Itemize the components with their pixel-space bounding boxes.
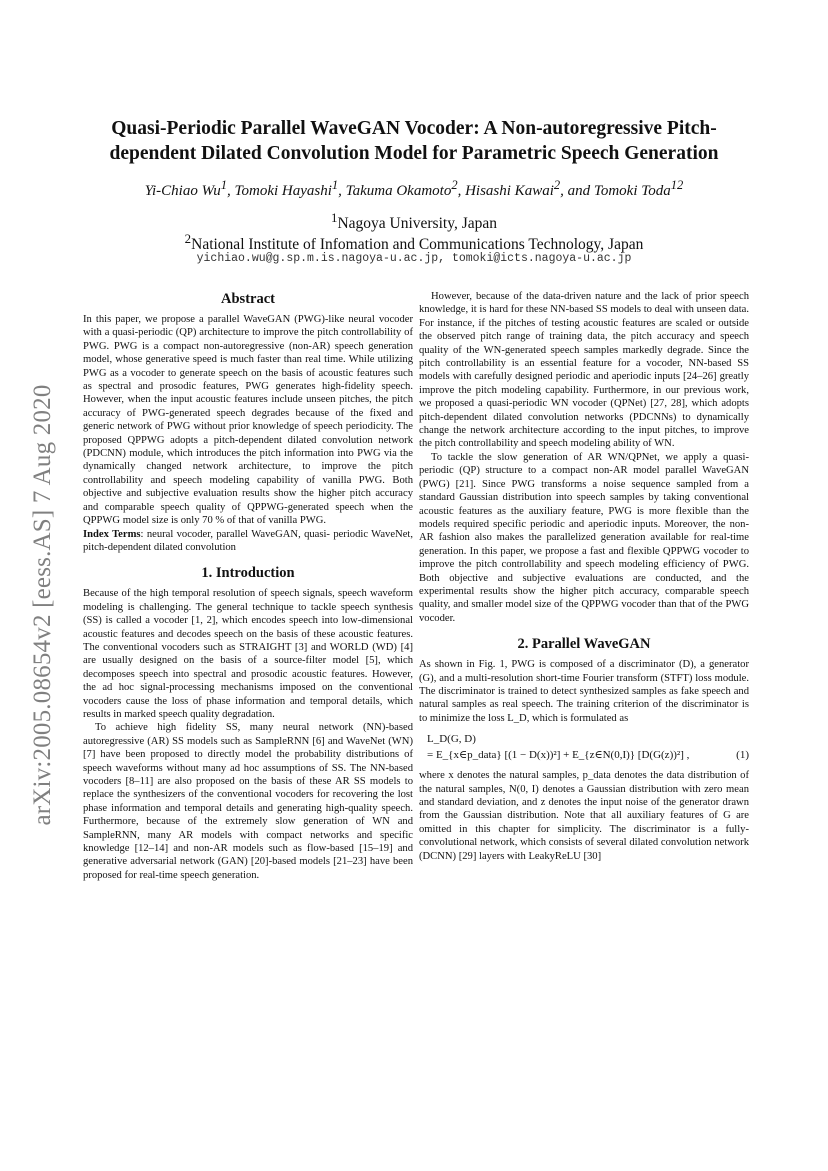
author-name: Hisashi Kawai: [465, 183, 554, 199]
author-name: Tomoki Hayashi: [234, 183, 332, 199]
author-separator: ,: [338, 183, 346, 199]
author-list: [80, 178, 748, 200]
author-affiliation-mark: 1: [331, 178, 339, 192]
pwg-paragraph-1: As shown in Fig. 1, PWG is composed of a discriminator (D), a generator (G), and a multi-resolution short-time Fourier transform (STFT) loss module. The discriminator is trained to detect synthesized samples as fake speech and natural samples as real speech. The training criterion of the discriminator is to minimize the loss L_D, which is formulated as: [419, 659, 749, 724]
author-affiliation-mark: 2: [451, 178, 458, 192]
equation-number: (1): [736, 749, 749, 762]
title-line-2: dependent Dilated Convolution Model for Parametric Speech Generation: [109, 143, 719, 164]
affiliation-1: [80, 210, 748, 233]
section-heading-introduction: 1. Introduction: [201, 565, 295, 582]
intro-paragraph-3: However, because of the data-driven nature and the lack of prior speech knowledge, it is hard for these NN-based SS models to deal with unseen data. For instance, if the pitches of testing acoustic features are scaled or outside the observed pitch range of training data, the pitch accuracy and speech quality of the WN-generated speech samples markedly degrade. Since the pitch controllability is an essential feature for a vocoder, NN-based SS models with carefully designed periodic and aperiodic inputs [24–26] greatly improve the pitch modeling capability. Furthermore, in our previous work, we proposed a quasi-periodic WN vocoder (QPNet) [27, 28], which adopts pitch-dependent dilated convolution networks (PDCNNs) to dynamically change the network architecture according to the input pitches, to improve the pitch controllability and speech modeling ability of WN.: [419, 291, 749, 450]
equation-1: [427, 731, 749, 763]
equation-line-1: L_D(G, D): [427, 733, 476, 746]
author-affiliation-mark: 1: [220, 178, 228, 192]
author-name: Takuma Okamoto: [345, 183, 452, 199]
abstract-text: In this paper, we propose a parallel WaveGAN (PWG)-like neural vocoder with a quasi-periodic (QP) architecture to improve the pitch controllability of PWG. PWG is a compact non-autoregressive (non-AR) speech generation model, whose generative speed is much faster than real time. While utilizing PWG as a vocoder to generate speech on the basis of acoustic features such as spectral and prosodic features, PWG generates high-fidelity speech. However, when the input acoustic features include unseen pitches, the pitch accuracy of PWG-generated speech degrades because of the fixed and generic network of PWG without prior knowledge of speech periodicity. The proposed QPPWG adopts a pitch-dependent dilated convolution network (PDCNN) module, which introduces the pitch information into PWG via the dynamically changed network architecture, to improve the pitch controllability and speech modeling capability of vanilla PWG. Both objective and subjective evaluation results show the higher pitch accuracy and comparable speech quality of QPPWG-generated speech when the QPPWG model size is only 70 % of that of vanilla PWG.: [83, 314, 413, 527]
right-column: [419, 290, 749, 863]
affiliation-2: [80, 231, 748, 254]
equation-line-2: = E_{x∈p_data} [(1 − D(x))²] + E_{z∈N(0,I)} [D(G(z))²] ,: [427, 749, 690, 762]
author-name: Yi-Chiao Wu: [144, 183, 221, 199]
arxiv-identifier: arXiv:2005.08654v2 [eess.AS] 7 Aug 2020: [29, 384, 56, 826]
author-emails[interactable]: yichiao.wu@g.sp.m.is.nagoya-u.ac.jp, tomoki@icts.nagoya-u.ac.jp: [196, 252, 632, 265]
author-affiliation-mark: 2: [553, 178, 561, 192]
intro-paragraph-2: To achieve high fidelity SS, many neural network (NN)-based autoregressive (AR) SS models such as SampleRNN [6] and WaveNet (WN) [7] have been proposed to directly model the probability distributions of speech waveforms without many ad hoc assumptions of SS. The NN-based vocoders [8–11] are also proposed on the basis of these AR SS models to replace the synthesizers of the conventional vocoders for recovering the lost phase information and temporal details and generating high-quality speech. Furthermore, because of the extremely slow generation of WN and SampleRNN, many AR models with compact networks and specific knowledge [12–14] and non-AR models such as flow-based [15–19] and generative adversarial network (GAN) [20]-based models [21–23] have been proposed for real-time speech generation.: [83, 722, 413, 881]
author-separator: ,: [227, 183, 235, 199]
affiliation-mark: 1: [330, 210, 338, 225]
intro-paragraph-4: To tackle the slow generation of AR WN/QPNet, we apply a quasi-periodic (QP) structure to a compact non-AR model parallel WaveGAN (PWG) [21]. Since PWG transforms a noise sequence sampled from a standard Gaussian distribution into speech samples by taking conventional acoustic features as the auxiliary feature, PWG is more flexible than the models required specific periodic and aperiodic inputs. Moreover, the non-AR fashion also makes the parallelized generation available for real-time generation. In this paper, we propose a fast and flexible QPPWG vocoder to improve the pitch controllability and speech modeling efficiency of PWG. Both objective and subjective evaluations are conducted, and the experimental results show the higher pitch accuracy, comparable speech quality, and smaller model size of the QPPWG vocoder than that of the PWG vocoder.: [419, 451, 749, 624]
arxiv-sidebar: [18, 345, 68, 865]
section-heading-parallel-wavegan: 2. Parallel WaveGAN: [517, 636, 651, 653]
pwg-paragraph-2: where x denotes the natural samples, p_data denotes the data distribution of the natural samples, N(0, I) denotes a Gaussian distribution with zero mean and standard deviation, and z denotes the input noise of the generator drawn from the Gaussian distribution. Note that all auxiliary features of G are omitted in this chapter for simplicity. The discriminator is a fully-convolutional network, which consists of several dilated convolution network (DCNN) [29] layers with LeakyReLU [30]: [419, 770, 749, 862]
index-terms-text: : neural vocoder, parallel WaveGAN, quasi- periodic WaveNet, pitch-dependent dilated convolution: [83, 528, 413, 553]
author-affiliation-mark: 12: [670, 178, 684, 192]
left-column: [83, 290, 413, 882]
author-separator: ,: [457, 183, 466, 199]
paper-title: [100, 116, 728, 166]
affiliation-name: Nagoya University, Japan: [337, 215, 497, 233]
intro-paragraph-1: Because of the high temporal resolution of speech signals, speech waveform modeling is challenging. The general technique to tackle speech synthesis (SS) is called a vocoder [1, 2], which encodes speech into low-dimensional acoustic features and decodes speech on the basis of these acoustic features. The conventional vocoders such as STRAIGHT [3] and WORLD (WD) [4] are usually designed on the basis of a source-filter model [5], which decomposes speech into spectral and prosodic acoustic features. However, the ad hoc signal-processing mechanisms imposed on the conventional vocoders cause the loss of phase information and temporal details, which results in marked speech quality degradation.: [83, 588, 413, 720]
author-name: Tomoki Toda: [593, 183, 671, 199]
title-line-1: Quasi-Periodic Parallel WaveGAN Vocoder: A Non-autoregressive Pitch-: [111, 118, 717, 139]
affiliation-name: National Institute of Infomation and Communications Technology, Japan: [191, 236, 644, 254]
affiliation-mark: 2: [184, 231, 192, 246]
abstract-heading: Abstract: [221, 291, 275, 307]
index-terms-label: Index Terms: [83, 528, 141, 540]
index-terms: [83, 528, 413, 555]
author-separator: , and: [560, 183, 594, 199]
